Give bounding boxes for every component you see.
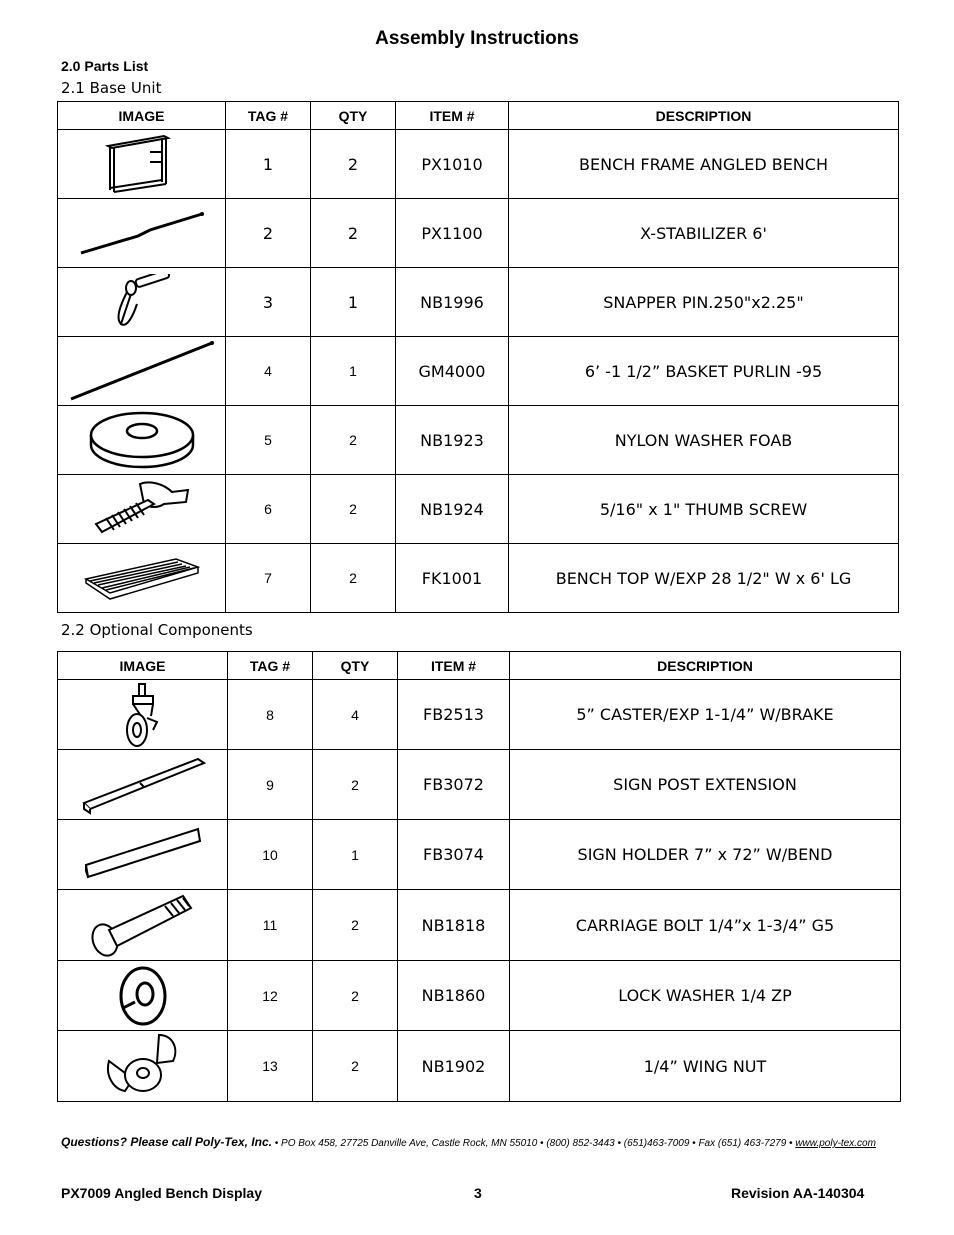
description-cell: SIGN POST EXTENSION: [510, 750, 901, 820]
revision: Revision AA-140304: [731, 1185, 865, 1201]
col-header-tag: TAG #: [226, 102, 311, 130]
description-cell: BENCH FRAME ANGLED BENCH: [509, 130, 899, 199]
col-header-qty: QTY: [311, 102, 396, 130]
tag-cell: 7: [226, 544, 311, 613]
qty-cell: 2: [311, 475, 396, 544]
tag-cell: 8: [228, 680, 313, 750]
purlin-icon: [58, 337, 226, 406]
col-header-description: DESCRIPTION: [510, 652, 901, 680]
nylon-washer-icon: [58, 406, 226, 475]
thumb-screw-icon: [58, 475, 226, 544]
tag-cell: 5: [226, 406, 311, 475]
description-cell: SNAPPER PIN.250"x2.25": [509, 268, 899, 337]
item-cell: FB2513: [398, 680, 510, 750]
item-cell: FB3072: [398, 750, 510, 820]
table-row: [58, 337, 899, 406]
description-cell: 5/16" x 1" THUMB SCREW: [509, 475, 899, 544]
tag-cell: 10: [228, 820, 313, 890]
item-cell: PX1010: [396, 130, 509, 199]
table-row: [58, 680, 901, 750]
page-number: 3: [474, 1185, 482, 1201]
table-row: [58, 890, 901, 961]
tag-cell: 3: [226, 268, 311, 337]
table-row: [58, 406, 899, 475]
col-header-item: ITEM #: [398, 652, 510, 680]
tag-cell: 9: [228, 750, 313, 820]
optional-table: [57, 651, 901, 1102]
qty-cell: 2: [311, 199, 396, 268]
description-cell: BENCH TOP W/EXP 28 1/2" W x 6' LG: [509, 544, 899, 613]
bench-frame-icon: [58, 130, 226, 199]
qty-cell: 2: [311, 544, 396, 613]
item-cell: NB1860: [398, 961, 510, 1031]
tag-cell: 4: [226, 337, 311, 406]
qty-cell: 2: [313, 890, 398, 961]
qty-cell: 1: [311, 268, 396, 337]
website-link[interactable]: www.poly-tex.com: [795, 1138, 876, 1149]
sign-post-icon: [58, 750, 228, 820]
item-cell: NB1996: [396, 268, 509, 337]
description-cell: SIGN HOLDER 7” x 72” W/BEND: [510, 820, 901, 890]
qty-cell: 2: [311, 406, 396, 475]
description-cell: 1/4” WING NUT: [510, 1031, 901, 1102]
section-heading: 2.0 Parts List: [61, 58, 149, 74]
page-title: Assembly Instructions: [375, 28, 579, 49]
document-name: PX7009 Angled Bench Display: [61, 1185, 262, 1201]
base-unit-heading: 2.1 Base Unit: [61, 79, 162, 97]
contact-line: [61, 1135, 876, 1149]
tag-cell: 13: [228, 1031, 313, 1102]
item-cell: NB1818: [398, 890, 510, 961]
description-cell: CARRIAGE BOLT 1/4”x 1-3/4” G5: [510, 890, 901, 961]
item-cell: NB1924: [396, 475, 509, 544]
caster-icon: [58, 680, 228, 750]
table-row: [58, 1031, 901, 1102]
description-cell: LOCK WASHER 1/4 ZP: [510, 961, 901, 1031]
contact-address: • PO Box 458, 27725 Danville Ave, Castle Rock, MN 55010 • (800) 852-3443 • (651)463-7009 • Fax (651) 463-7279 •: [271, 1138, 796, 1149]
snapper-pin-icon: [58, 268, 226, 337]
table-row: [58, 820, 901, 890]
table-row: [58, 268, 899, 337]
table-row: [58, 130, 899, 199]
description-cell: 6’ -1 1/2” BASKET PURLIN -95: [509, 337, 899, 406]
table-row: [58, 750, 901, 820]
col-header-description: DESCRIPTION: [509, 102, 899, 130]
qty-cell: 1: [313, 820, 398, 890]
col-header-qty: QTY: [313, 652, 398, 680]
tag-cell: 11: [228, 890, 313, 961]
item-cell: PX1100: [396, 199, 509, 268]
base-unit-table: [57, 101, 899, 613]
col-header-image: IMAGE: [58, 652, 228, 680]
qty-cell: 2: [313, 1031, 398, 1102]
col-header-image: IMAGE: [58, 102, 226, 130]
wing-nut-icon: [58, 1031, 228, 1102]
item-cell: GM4000: [396, 337, 509, 406]
description-cell: 5” CASTER/EXP 1-1/4” W/BRAKE: [510, 680, 901, 750]
contact-question: Questions? Please call Poly-Tex, Inc.: [61, 1135, 272, 1149]
qty-cell: 4: [313, 680, 398, 750]
qty-cell: 1: [311, 337, 396, 406]
item-cell: NB1902: [398, 1031, 510, 1102]
description-cell: NYLON WASHER FOAB: [509, 406, 899, 475]
item-cell: FK1001: [396, 544, 509, 613]
col-header-tag: TAG #: [228, 652, 313, 680]
sign-holder-icon: [58, 820, 228, 890]
x-stabilizer-icon: [58, 199, 226, 268]
tag-cell: 1: [226, 130, 311, 199]
qty-cell: 2: [313, 750, 398, 820]
item-cell: NB1923: [396, 406, 509, 475]
table-row: [58, 544, 899, 613]
item-cell: FB3074: [398, 820, 510, 890]
table-row: [58, 199, 899, 268]
qty-cell: 2: [313, 961, 398, 1031]
col-header-item: ITEM #: [396, 102, 509, 130]
qty-cell: 2: [311, 130, 396, 199]
carriage-bolt-icon: [58, 890, 228, 961]
table-row: [58, 961, 901, 1031]
description-cell: X-STABILIZER 6': [509, 199, 899, 268]
table-row: [58, 475, 899, 544]
tag-cell: 12: [228, 961, 313, 1031]
tag-cell: 2: [226, 199, 311, 268]
lock-washer-icon: [58, 961, 228, 1031]
optional-heading: 2.2 Optional Components: [61, 621, 253, 639]
bench-top-icon: [58, 544, 226, 613]
tag-cell: 6: [226, 475, 311, 544]
